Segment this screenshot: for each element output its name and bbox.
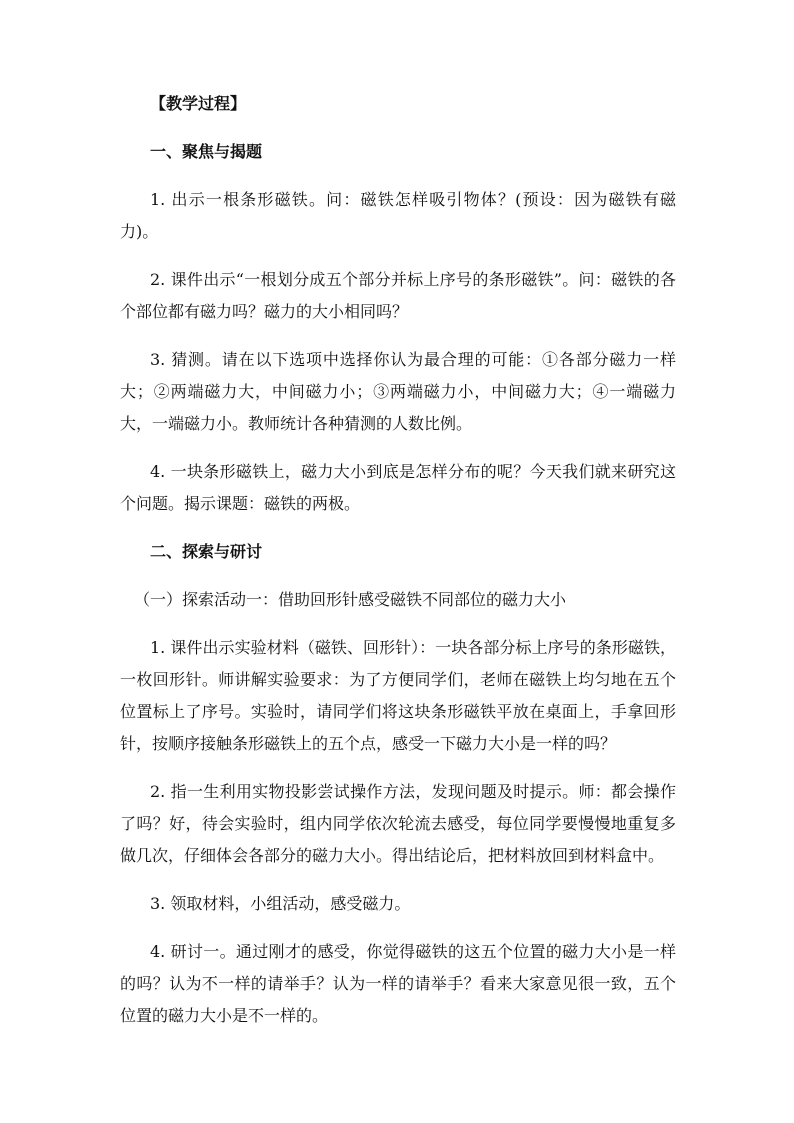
paragraph: 2. 课件出示“一根划分成五个部分并标上序号的条形磁铁”。问：磁铁的各个部位都有磁力吗？磁力的大小相同吗？	[120, 270, 676, 321]
document-title: 【教学过程】	[150, 94, 247, 113]
paragraph: 4. 研讨一。通过刚才的感受，你觉得磁铁的这五个位置的磁力大小是一样的吗？认为不一样的请举手？认为一样的请举手？看来大家意见很一致，五个位置的磁力大小是不一样的。	[120, 942, 676, 1025]
paragraph: 4. 一块条形磁铁上，磁力大小到底是怎样分布的呢？今天我们就来研究这个问题。揭示课题：磁铁的两极。	[120, 462, 676, 513]
document-body	[120, 88, 676, 1048]
paragraph: 1. 课件出示实验材料（磁铁、回形针）：一块各部分标上序号的条形磁铁，一枚回形针。师讲解实验要求：为了方便同学们，老师在磁铁上均匀地在五个位置标上了序号。实验时，请同学们将这块条形磁铁平放在桌面上，手拿回形针，按顺序接触条形磁铁上的五个点，感受一下磁力大小是一样的吗？	[120, 638, 676, 753]
section-heading-explore: 二、探索与研讨	[150, 542, 263, 561]
paragraph: 3. 猜测。请在以下选项中选择你认为最合理的可能：①各部分磁力一样大；②两端磁力大，中间磁力小；③两端磁力小，中间磁力大；④一端磁力大，一端磁力小。教师统计各种猜测的人数比例。	[120, 350, 676, 433]
paragraph: 3. 领取材料，小组活动，感受磁力。	[150, 894, 411, 913]
paragraph: 1. 出示一根条形磁铁。问：磁铁怎样吸引物体？(预设：因为磁铁有磁力)。	[120, 190, 676, 241]
subsection-heading: （一）探索活动一：借助回形针感受磁铁不同部位的磁力大小	[134, 590, 567, 609]
section-heading-focus: 一、聚焦与揭题	[150, 142, 263, 161]
paragraph: 2. 指一生利用实物投影尝试操作方法，发现问题及时提示。师：都会操作了吗？好，待会实验时，组内同学依次轮流去感受，每位同学要慢慢地重复多做几次，仔细体会各部分的磁力大小。得出结论后，把材料放回到材料盒中。	[120, 782, 676, 865]
